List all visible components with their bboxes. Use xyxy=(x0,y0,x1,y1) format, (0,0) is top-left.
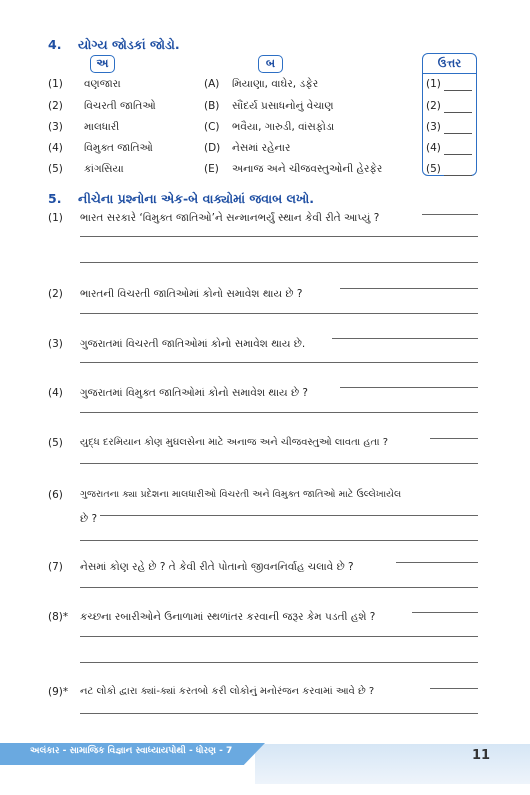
answer-box xyxy=(422,53,477,176)
row-number: (3) xyxy=(48,121,63,133)
question-number: (4) xyxy=(48,387,63,399)
column-b-letter: (B) xyxy=(204,100,220,112)
answer-line[interactable] xyxy=(100,515,478,516)
answer-line[interactable] xyxy=(412,612,478,613)
question-text-continued: છે ? xyxy=(80,513,98,525)
answer-box-header: ઉત્તર xyxy=(423,54,476,74)
answer-line[interactable] xyxy=(80,540,478,541)
question-number: (7) xyxy=(48,561,63,573)
row-number: (5) xyxy=(48,163,63,175)
answer-line[interactable] xyxy=(430,688,478,689)
answer-blank[interactable] xyxy=(444,90,472,91)
footer-book-title: અલંકાર - સામાજિક વિજ્ઞાન સ્વાધ્યાયપોથી - ધોરણ - 7 xyxy=(30,746,233,756)
column-b-letter: (E) xyxy=(204,163,219,175)
answer-label: (4) xyxy=(426,142,441,154)
column-b-item: અનાજ અને ચીજવસ્તુઓની હેરફેર xyxy=(232,163,383,175)
answer-line[interactable] xyxy=(422,214,478,215)
question-text: કચ્છના રબારીઓને ઉનાળામાં સ્થળાંતર કરવાની જરૂર કેમ પડતી હશે ? xyxy=(80,611,376,623)
answer-blank[interactable] xyxy=(444,112,472,113)
section-5-number: 5. xyxy=(48,191,62,206)
question-text: નટ લોકો દ્વારા ક્યાં-ક્યાં કરતબો કરી લોકોનું મનોરંજન કરવામાં આવે છે ? xyxy=(80,686,375,697)
question-text: નેસમાં કોણ રહે છે ? તે કેવી રીતે પોતાનો જીવનનિર્વાહ ચલાવે છે ? xyxy=(80,561,354,573)
answer-line[interactable] xyxy=(396,562,478,563)
section-4-heading xyxy=(48,37,180,53)
answer-label: (3) xyxy=(426,121,441,133)
question-text: ગુજરાતના ક્યા પ્રદેશના માલધારીઓ વિચરતી અને વિમુક્ત જાતિઓ માટે ઉલ્લેખાયેલ xyxy=(80,489,402,500)
answer-blank[interactable] xyxy=(444,154,472,155)
section-5-title: નીચેના પ્રશ્નોના એક-બે વાક્યોમાં જવાબ લખો. xyxy=(78,191,315,206)
row-number: (1) xyxy=(48,78,63,90)
row-number: (4) xyxy=(48,142,63,154)
column-b-item: મિયાણા, વાઘેર, ડફેર xyxy=(232,78,319,90)
column-b-letter: (C) xyxy=(204,121,220,133)
question-number: (9)* xyxy=(48,686,69,698)
answer-line[interactable] xyxy=(332,338,478,339)
question-text: ગુજરાતમાં વિમુક્ત જાતિઓમાં કોનો સમાવેશ થાય છે ? xyxy=(80,387,308,399)
question-number: (2) xyxy=(48,288,63,300)
question-number: (5) xyxy=(48,437,63,449)
answer-line[interactable] xyxy=(340,288,478,289)
question-number: (8)* xyxy=(48,611,69,623)
answer-line[interactable] xyxy=(80,313,478,314)
question-text: ભારત સરકારે ‘વિમુક્ત જાતિઓ’ને સન્માનભર્યું સ્થાન કેવી રીતે આપ્યું ? xyxy=(80,212,380,224)
answer-blank[interactable] xyxy=(444,175,472,176)
question-text: યુદ્ધ દરમિયાન કોણ મુઘલસેના માટે અનાજ અને ચીજવસ્તુઓ લાવતા હતા ? xyxy=(80,437,389,448)
section-4-title: યોગ્ય જોડકાં જોડો. xyxy=(78,37,180,52)
column-b-letter: (A) xyxy=(204,78,220,90)
column-a-item: વિચરતી જાતિઓ xyxy=(84,100,156,112)
column-b-letter: (D) xyxy=(204,142,221,154)
answer-blank[interactable] xyxy=(444,133,472,134)
column-b-item: ભવૈયા, ગારુડી, વાંસફોડા xyxy=(232,121,335,133)
answer-line[interactable] xyxy=(80,662,478,663)
column-b-header: બ xyxy=(258,55,283,73)
answer-line[interactable] xyxy=(80,236,478,237)
column-a-item: માલધારી xyxy=(84,121,120,133)
column-b-item: સૌંદર્ય પ્રસાધનોનું વેચાણ xyxy=(232,100,334,112)
answer-label: (2) xyxy=(426,100,441,112)
answer-line[interactable] xyxy=(430,438,478,439)
column-a-item: વણજારા xyxy=(84,78,121,90)
answer-line[interactable] xyxy=(80,463,478,464)
question-text: ભારતની વિચરતી જાતિઓમાં કોનો સમાવેશ થાય છે ? xyxy=(80,288,303,300)
answer-label: (5) xyxy=(426,163,441,175)
question-text: ગુજરાતમાં વિચરતી જાતિઓમાં કોનો સમાવેશ થાય છે. xyxy=(80,338,306,350)
column-a-item: વિમુક્ત જાતિઓ xyxy=(84,142,153,154)
answer-label: (1) xyxy=(426,78,441,90)
answer-line[interactable] xyxy=(80,587,478,588)
answer-line[interactable] xyxy=(80,636,478,637)
answer-line[interactable] xyxy=(80,713,478,714)
page-number: 11 xyxy=(472,748,491,763)
answer-line[interactable] xyxy=(80,262,478,263)
row-number: (2) xyxy=(48,100,63,112)
section-4-number: 4. xyxy=(48,37,62,52)
column-b-item: નેસમાં રહેનાર xyxy=(232,142,291,154)
section-5-heading xyxy=(48,191,314,207)
question-number: (6) xyxy=(48,489,63,501)
answer-line[interactable] xyxy=(80,412,478,413)
question-number: (1) xyxy=(48,212,63,224)
answer-line[interactable] xyxy=(340,387,478,388)
column-a-header: અ xyxy=(90,55,115,73)
answer-line[interactable] xyxy=(80,362,478,363)
column-a-item: કાંગસિયા xyxy=(84,163,124,175)
question-number: (3) xyxy=(48,338,63,350)
